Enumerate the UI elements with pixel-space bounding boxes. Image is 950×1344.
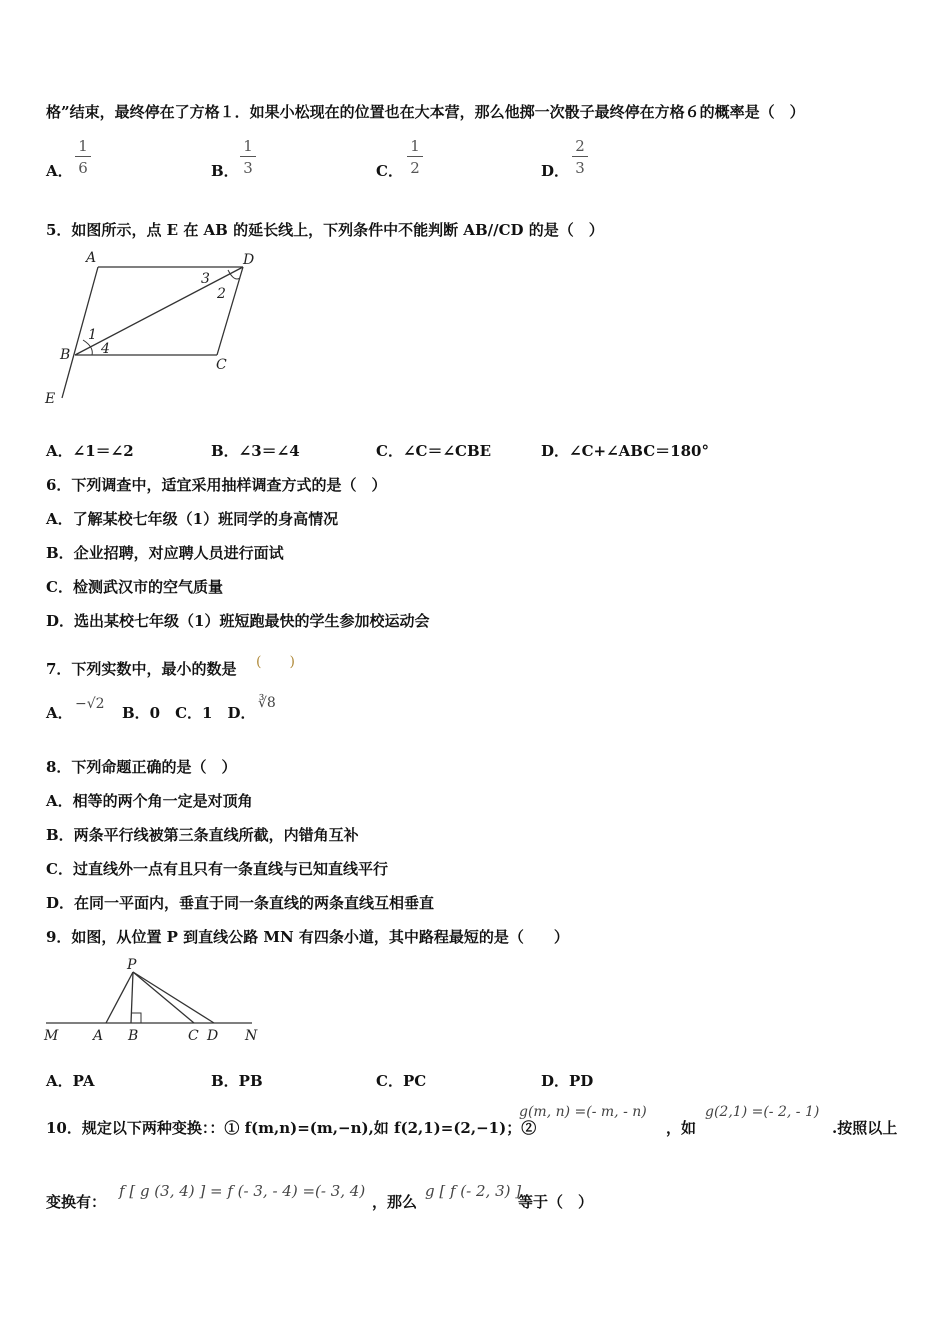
fraction: 1 2 — [406, 137, 424, 177]
label-D: D — [243, 252, 255, 268]
q9-option-a[interactable]: A．PA — [46, 1072, 95, 1090]
q7-paren: ( ) — [256, 654, 295, 670]
q7-option-a-label[interactable]: A． — [46, 704, 73, 722]
label-B: B — [128, 1028, 139, 1044]
q6-stem: 6．下列调查中，适宜采用抽样调查方式的是（ ） — [46, 476, 387, 494]
q5-option-b[interactable]: B．∠3＝∠4 — [211, 442, 300, 460]
q8-option-c[interactable]: C．过直线外一点有且只有一条直线与已知直线平行 — [46, 860, 388, 878]
q10-math-question: g [ f (- 2, 3) ] — [425, 1182, 522, 1200]
q9-stem: 9．如图，从位置 P 到直线公路 MN 有四条小道，其中路程最短的是（ ） — [46, 928, 569, 946]
q10-line1-part3: .按照以上 — [832, 1119, 898, 1137]
q5-option-d[interactable]: D．∠C+∠ABC＝180° — [541, 442, 709, 460]
q4-option-label: B． — [211, 162, 239, 180]
label-C: C — [216, 357, 227, 373]
label-P: P — [127, 957, 137, 973]
label-M: M — [44, 1028, 59, 1044]
q5-stem: 5．如图所示，点 E 在 AB 的延长线上，下列条件中不能判断 AB//CD 的是（ ） — [46, 221, 604, 239]
q8-option-a[interactable]: A．相等的两个角一定是对顶角 — [46, 792, 253, 810]
label-A: A — [86, 250, 97, 266]
q4-stem: 格”结束，最终停在了方格１．如果小松现在的位置也在大本营，那么他掷一次骰子最终停在方格６的概率是（ ） — [46, 103, 805, 121]
q10-math-g-example: g(2,1) =(- 2, - 1) — [705, 1104, 820, 1120]
q9-option-c[interactable]: C．PC — [376, 1072, 427, 1090]
q5-option-a[interactable]: A．∠1＝∠2 — [46, 442, 134, 460]
q10-line2-part3: 等于（ ） — [518, 1193, 594, 1211]
q10-math-composite-example: f [ g (3, 4) ] = f (- 3, - 4) =(- 3, 4) — [119, 1182, 366, 1200]
label-A: A — [93, 1028, 104, 1044]
q4-option-label: C． — [376, 162, 403, 180]
q10-line2-part1: 变换有： — [46, 1193, 107, 1211]
q5-option-c[interactable]: C．∠C＝∠CBE — [376, 442, 492, 460]
q10-math-g-def: g(m, n) =(- m, - n) — [519, 1104, 647, 1120]
label-B: B — [60, 347, 71, 363]
label-N: N — [245, 1028, 258, 1044]
q4-option-label: D． — [541, 162, 570, 180]
label-E: E — [45, 391, 56, 407]
label-D: D — [207, 1028, 219, 1044]
angle-2: 2 — [217, 286, 226, 302]
fraction: 1 6 — [74, 137, 92, 177]
q9-path-figure — [40, 952, 270, 1052]
q7-option-a-math: −√2 — [75, 696, 105, 712]
q9-option-b[interactable]: B．PB — [211, 1072, 263, 1090]
fraction: 1 3 — [239, 137, 257, 177]
q6-option-c[interactable]: C．检测武汉市的空气质量 — [46, 578, 223, 596]
q6-option-b[interactable]: B．企业招聘，对应聘人员进行面试 — [46, 544, 284, 562]
label-C: C — [188, 1028, 199, 1044]
q4-option-label: A． — [46, 162, 73, 180]
fraction: 2 3 — [571, 137, 589, 177]
q10-line1-part1: 10．规定以下两种变换：：① f(m,n)=(m,−n),如 f(2,1)=(2,−1)；② — [46, 1119, 537, 1137]
q10-line2-part2: ，那么 — [372, 1193, 418, 1211]
q8-option-d[interactable]: D．在同一平面内，垂直于同一条直线的两条直线互相垂直 — [46, 894, 435, 912]
angle-4: 4 — [101, 341, 110, 357]
q7-options-bcd[interactable]: B．0 C．1 D． — [122, 704, 256, 722]
q6-option-d[interactable]: D．选出某校七年级（1）班短跑最快的学生参加校运动会 — [46, 612, 430, 630]
q7-stem: 7．下列实数中，最小的数是 — [46, 660, 237, 678]
q7-option-d-math: ∛8 — [258, 695, 276, 711]
angle-1: 1 — [88, 327, 97, 343]
q9-option-d[interactable]: D．PD — [541, 1072, 594, 1090]
angle-3: 3 — [201, 271, 210, 287]
q6-option-a[interactable]: A．了解某校七年级（1）班同学的身高情况 — [46, 510, 339, 528]
q5-parallelogram-figure — [40, 248, 270, 413]
q8-stem: 8．下列命题正确的是（ ） — [46, 758, 237, 776]
q8-option-b[interactable]: B．两条平行线被第三条直线所截，内错角互补 — [46, 826, 359, 844]
q10-line1-part2: ，如 — [666, 1119, 697, 1137]
